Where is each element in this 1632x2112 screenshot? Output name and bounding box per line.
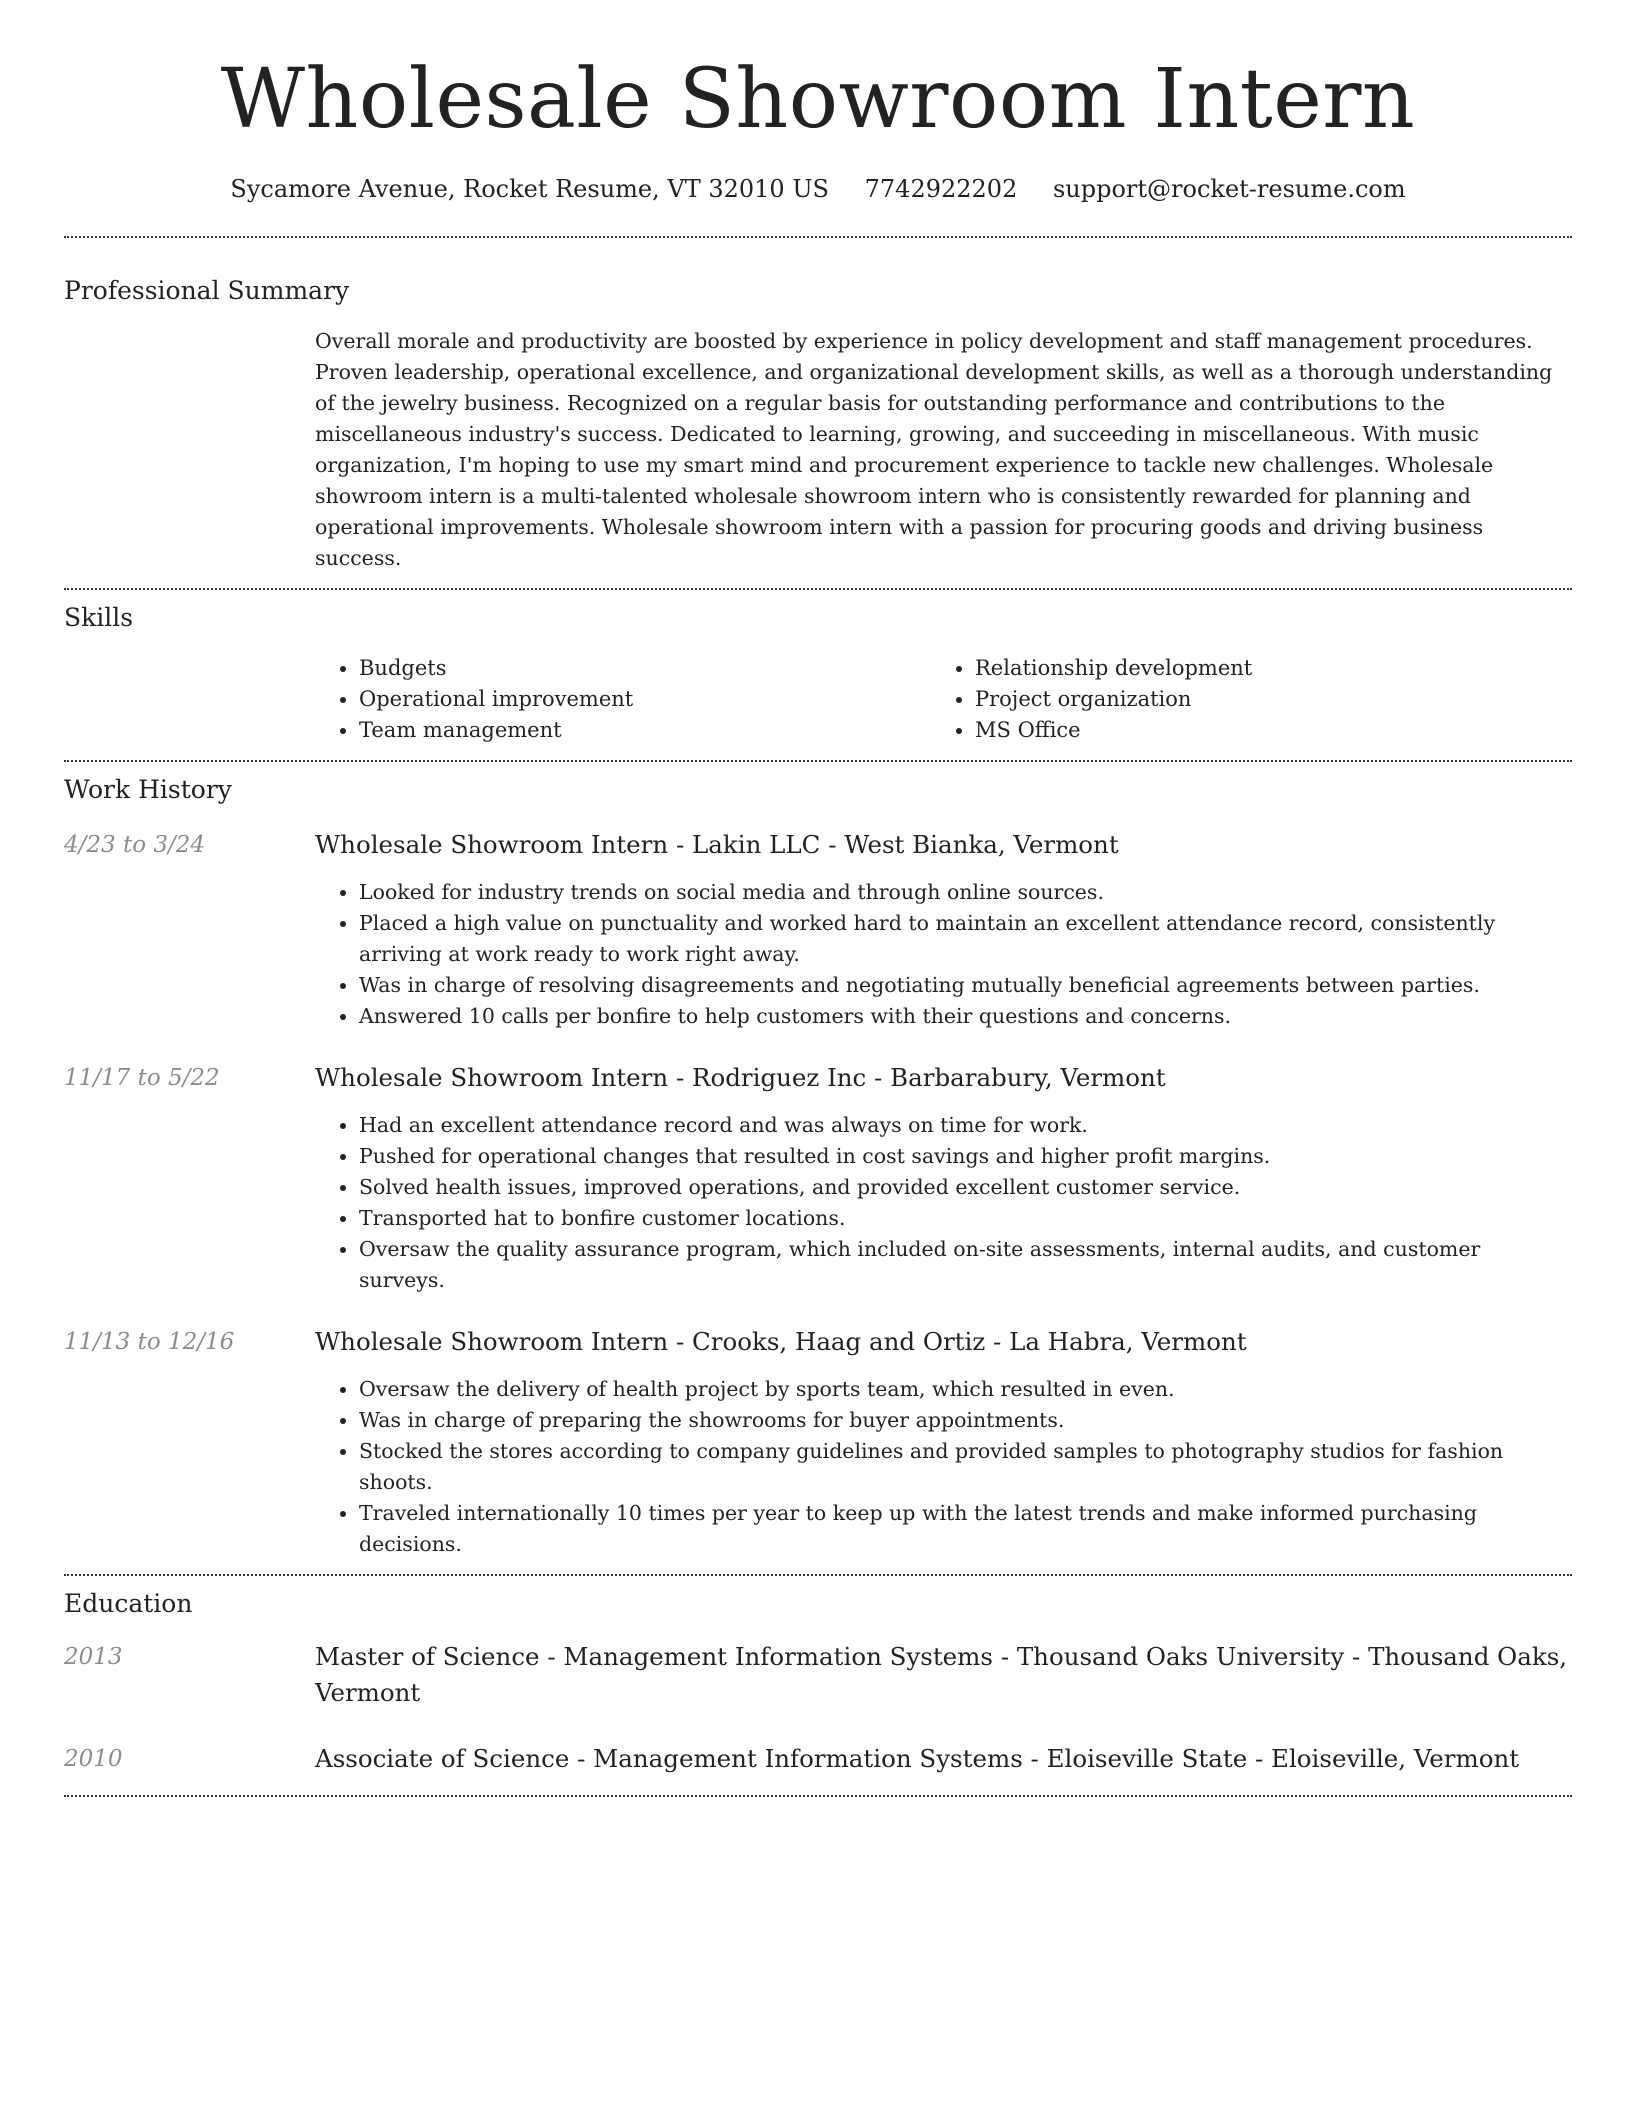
job-bullet: • Solved health issues, improved operations, and provided excellent customer service. xyxy=(359,1172,1572,1203)
job-bullet: • Pushed for operational changes that resulted in cost savings and higher profit margins. xyxy=(359,1141,1572,1172)
resume-page xyxy=(64,0,1572,1797)
job-bullet: • Traveled internationally 10 times per year to keep up with the latest trends and make informed purchasing decisions. xyxy=(359,1498,1572,1560)
job-bullets xyxy=(315,877,1572,1032)
job-details xyxy=(315,1324,1572,1560)
skill-item: • Budgets xyxy=(359,653,931,684)
job-details xyxy=(315,1060,1572,1296)
job-dates: 4/23 to 3/24 xyxy=(64,832,206,858)
job-dates: 11/17 to 5/22 xyxy=(64,1065,220,1091)
contact-address: Sycamore Avenue, Rocket Resume, VT 32010 US xyxy=(230,175,829,203)
job-bullet: • Transported hat to bonfire customer locations. xyxy=(359,1203,1572,1234)
job-bullet: • Stocked the stores according to company guidelines and provided samples to photography studios for fashion shoots. xyxy=(359,1436,1572,1498)
skills-column-right xyxy=(931,653,1547,746)
education-year: 2010 xyxy=(64,1746,123,1772)
summary-section xyxy=(64,238,1572,574)
contact-line xyxy=(64,174,1572,204)
skills-column-left xyxy=(315,653,931,746)
skill-item: • Relationship development xyxy=(975,653,1547,684)
job-bullet: • Was in charge of preparing the showrooms for buyer appointments. xyxy=(359,1405,1572,1436)
education-degree: Master of Science - Management Information Systems - Thousand Oaks University - Thousand Oaks, Vermont xyxy=(315,1642,1568,1707)
job-title: Wholesale Showroom Intern - Crooks, Haag and Ortiz - La Habra, Vermont xyxy=(315,1327,1247,1356)
job-bullet: • Was in charge of resolving disagreements and negotiating mutually beneficial agreements between parties. xyxy=(359,970,1572,1001)
job-bullet: • Oversaw the quality assurance program, which included on-site assessments, internal audits, and customer surveys. xyxy=(359,1234,1572,1296)
education-section xyxy=(64,1576,1572,1795)
skills-section xyxy=(64,590,1572,746)
job-entry xyxy=(64,827,1572,1032)
job-details xyxy=(315,827,1572,1032)
contact-phone: 7742922202 xyxy=(864,175,1018,203)
job-entry xyxy=(64,1060,1572,1296)
candidate-name: Wholesale Showroom Intern xyxy=(220,52,1416,147)
education-entry xyxy=(64,1639,1572,1711)
job-entry xyxy=(64,1324,1572,1560)
section-title-skills: Skills xyxy=(64,603,134,632)
job-bullets xyxy=(315,1374,1572,1560)
section-title-work: Work History xyxy=(64,775,232,804)
skill-item: • Team management xyxy=(359,715,931,746)
summary-text: Overall morale and productivity are boosted by experience in policy development and staff management procedures. Proven leadership, operational excellence, and organizational development skills, as well as a thorough understanding of the jewelry business. Recognized on a regular basis for outstanding performance and contributions to the miscellaneous industry's success. Dedicated to learning, growing, and succeeding in miscellaneous. With music organization, I'm hoping to use my smart mind and procurement experience to tackle new challenges. Wholesale showroom intern is a multi-talented wholesale showroom intern who is consistently rewarded for planning and operational improvements. Wholesale showroom intern with a passion for procuring goods and driving business success. xyxy=(315,329,1553,570)
job-bullets xyxy=(315,1110,1572,1296)
job-title: Wholesale Showroom Intern - Lakin LLC - West Bianka, Vermont xyxy=(315,830,1119,859)
skill-item: • Project organization xyxy=(975,684,1547,715)
education-year: 2013 xyxy=(64,1644,123,1670)
job-bullet: • Had an excellent attendance record and was always on time for work. xyxy=(359,1110,1572,1141)
skill-item: • Operational improvement xyxy=(359,684,931,715)
work-section xyxy=(64,762,1572,1574)
job-bullet: • Answered 10 calls per bonfire to help customers with their questions and concerns. xyxy=(359,1001,1572,1032)
divider xyxy=(64,1795,1572,1797)
section-title-summary: Professional Summary xyxy=(64,276,350,305)
job-dates: 11/13 to 12/16 xyxy=(64,1329,235,1355)
skills-list xyxy=(315,653,1572,746)
job-bullet: • Looked for industry trends on social media and through online sources. xyxy=(359,877,1572,908)
job-bullet: • Placed a high value on punctuality and worked hard to maintain an excellent attendance record, consistently arriving at work ready to work right away. xyxy=(359,908,1572,970)
education-degree: Associate of Science - Management Information Systems - Eloiseville State - Eloiseville, Vermont xyxy=(315,1744,1520,1773)
section-title-education: Education xyxy=(64,1589,193,1618)
skill-item: • MS Office xyxy=(975,715,1547,746)
job-title: Wholesale Showroom Intern - Rodriguez Inc - Barbarabury, Vermont xyxy=(315,1063,1166,1092)
job-bullet: • Oversaw the delivery of health project by sports team, which resulted in even. xyxy=(359,1374,1572,1405)
education-entry xyxy=(64,1741,1572,1777)
contact-email: support@rocket-resume.com xyxy=(1052,175,1406,203)
